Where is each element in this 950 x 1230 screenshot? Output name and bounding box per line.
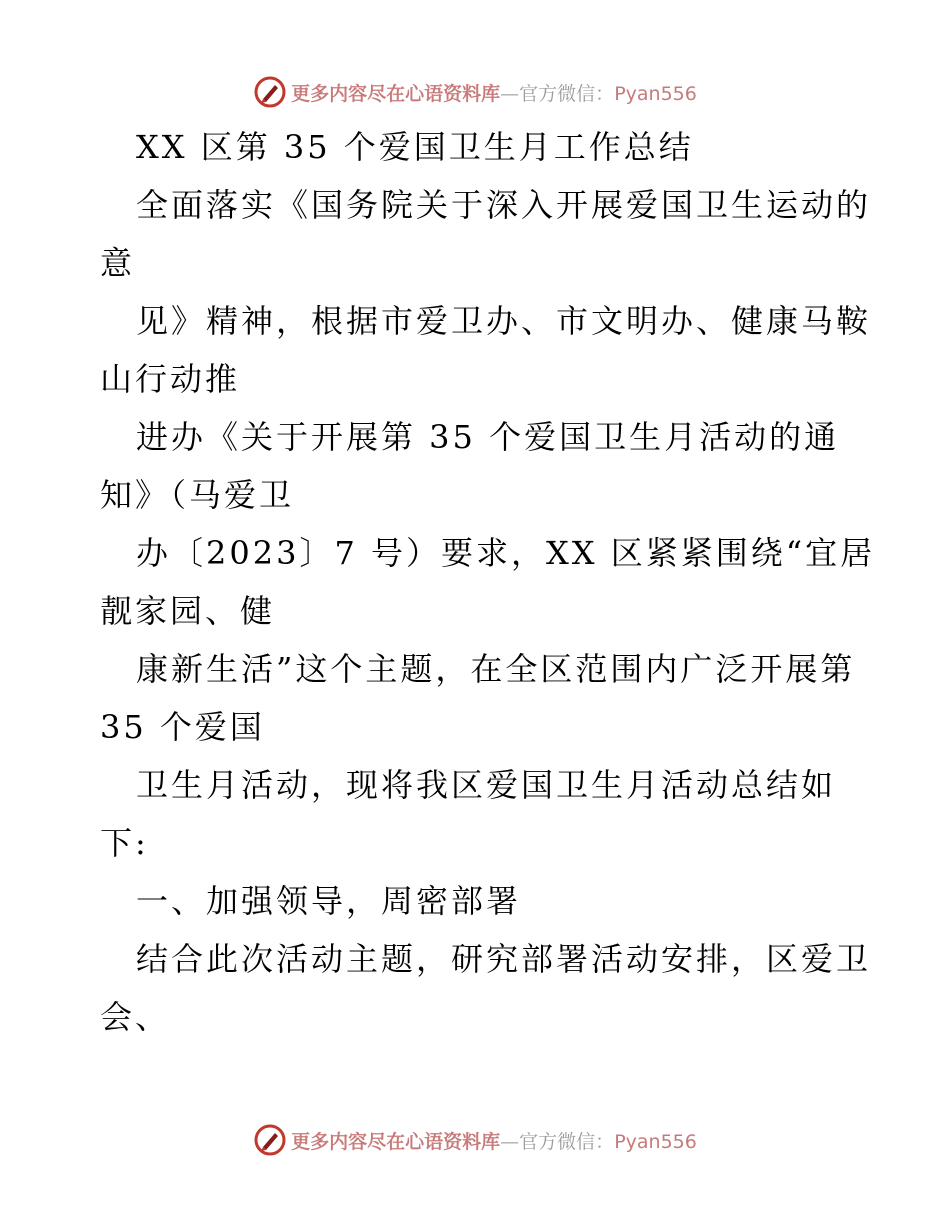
watermark-official-label: 官方微信： — [519, 1130, 615, 1153]
document-line: 山行动推 — [100, 360, 241, 398]
document-line: 靓家园、健 — [100, 592, 276, 630]
footer-watermark — [0, 1120, 950, 1160]
document-body — [100, 118, 876, 1046]
document-line: 知》（马爱卫 — [100, 476, 295, 514]
pen-nib-logo-icon — [253, 75, 287, 109]
pen-nib-logo-icon — [253, 1123, 287, 1157]
watermark-wechat-id: Pyan556 — [614, 82, 697, 105]
document-line: 办〔2023〕7 号）要求，XX 区紧紧围绕“宜居 — [136, 534, 876, 572]
document-line: 全面落实《国务院关于深入开展爱国卫生运动的 — [136, 186, 872, 224]
watermark-text — [291, 1127, 697, 1154]
watermark-official-label: 官方微信： — [519, 82, 615, 105]
watermark-separator: — — [500, 82, 520, 105]
document-title: XX 区第 35 个爱国卫生月工作总结 — [136, 128, 694, 166]
document-line: 进办《关于开展第 35 个爱国卫生月活动的通 — [136, 418, 840, 456]
document-line: 会、 — [100, 998, 171, 1036]
document-line: 见》精神，根据市爱卫办、市文明办、健康马鞍 — [136, 302, 872, 340]
document-line: 结合此次活动主题，研究部署活动安排，区爱卫 — [136, 940, 872, 978]
watermark-separator: — — [500, 1130, 520, 1153]
watermark-brand: 更多内容尽在心语资料库 — [291, 82, 501, 105]
document-line: 康新生活”这个主题，在全区范围内广泛开展第 — [136, 650, 856, 688]
watermark-brand: 更多内容尽在心语资料库 — [291, 1130, 501, 1153]
document-line: 35 个爱国 — [100, 708, 265, 746]
document-line: 意 — [100, 244, 136, 282]
watermark-text — [291, 79, 697, 106]
document-line: 卫生月活动，现将我区爱国卫生月活动总结如 — [136, 766, 837, 804]
watermark-wechat-id: Pyan556 — [614, 1130, 697, 1153]
document-line: 下: — [100, 824, 149, 862]
section-heading: 一、加强领导，周密部署 — [136, 882, 522, 920]
header-watermark — [0, 72, 950, 112]
